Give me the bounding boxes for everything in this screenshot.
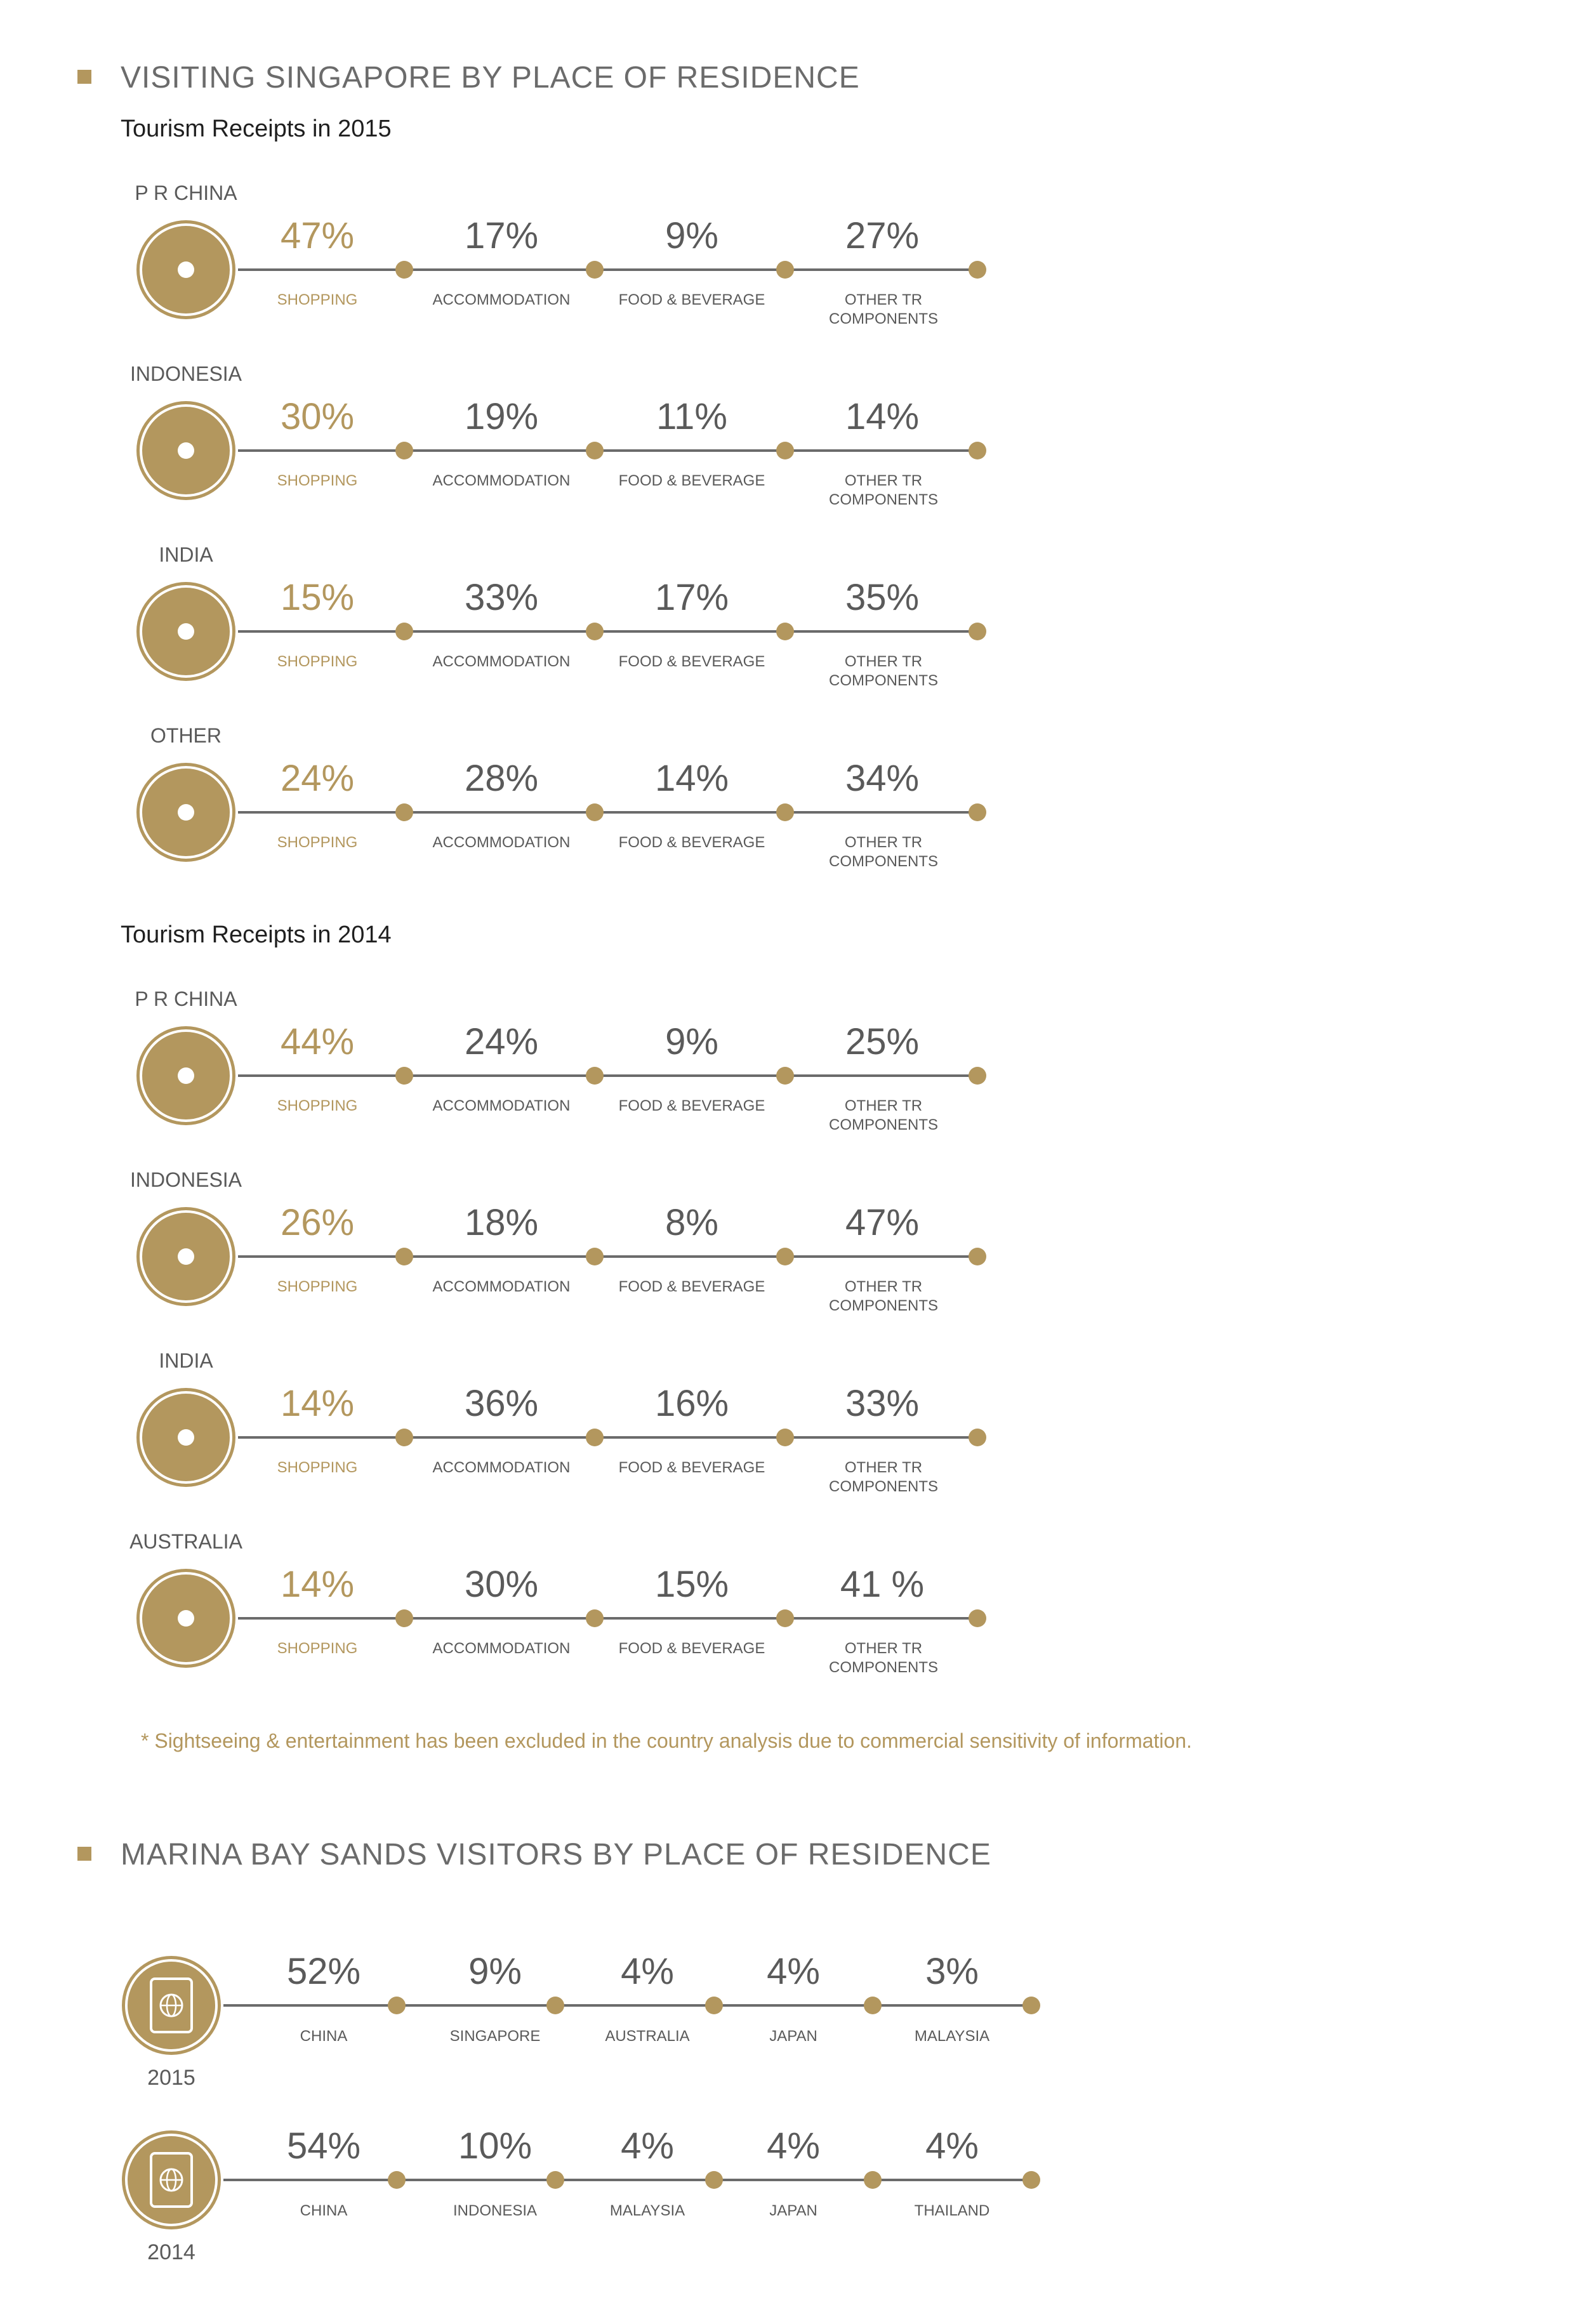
mbs-2014-category-3: MALAYSIA xyxy=(609,2202,685,2219)
chart1-australia-category-4-line-2: COMPONENTS xyxy=(828,1659,939,1676)
chart0-p-r-china-category-3: FOOD & BEVERAGE xyxy=(618,291,765,308)
chart0-indonesia-category-2: ACCOMMODATION xyxy=(432,472,571,489)
mbs-2015-year-label: 2015 xyxy=(147,2066,195,2090)
chart0-other-dot-3 xyxy=(776,803,794,821)
chart1-p-r-china-category-2: ACCOMMODATION xyxy=(432,1097,571,1114)
chart1-p-r-china-dot-4 xyxy=(969,1067,986,1085)
chart0-p-r-china-dot-3 xyxy=(776,261,794,279)
chart0-indonesia-dot-4 xyxy=(969,442,986,459)
chart1-p-r-china-category-1: SHOPPING xyxy=(277,1097,358,1114)
chart0-india-value-4: 35% xyxy=(845,577,920,618)
mbs-2015-category-2: SINGAPORE xyxy=(449,2028,541,2045)
chart0-india-category-2: ACCOMMODATION xyxy=(432,653,571,670)
chart0-indonesia-value-3: 11% xyxy=(656,396,727,437)
chart0-indonesia-category-4-line-2: COMPONENTS xyxy=(828,491,939,508)
chart1-p-r-china-dot-3 xyxy=(776,1067,794,1085)
chart0-p-r-china-dot-4 xyxy=(969,261,986,279)
chart0-other-dot-2 xyxy=(586,803,604,821)
mbs-2014-value-2: 10% xyxy=(458,2125,532,2167)
chart1-indonesia-value-2: 18% xyxy=(464,1202,539,1243)
chart1-india-value-2: 36% xyxy=(464,1383,539,1424)
chart0-other-value-1: 24% xyxy=(280,758,355,799)
chart0-india-category-4-line-2: COMPONENTS xyxy=(828,672,939,689)
mbs-2014-value-1: 54% xyxy=(286,2125,361,2167)
chart1-australia-dot-4 xyxy=(969,1609,986,1627)
chart1-australia-value-4: 41 % xyxy=(840,1564,925,1605)
chart0-india-category-1: SHOPPING xyxy=(277,653,358,670)
chart1-india-category-4-line-1: OTHER TR xyxy=(844,1459,923,1476)
mbs-2015-dot-5 xyxy=(1022,1997,1040,2014)
chart1-indonesia-dot-2 xyxy=(586,1248,604,1265)
chart1-india-dot-2 xyxy=(586,1429,604,1446)
mbs-2015-value-4: 4% xyxy=(767,1951,820,1992)
chart1-p-r-china-value-3: 9% xyxy=(665,1021,718,1062)
mbs-2014-category-1: CHINA xyxy=(300,2202,348,2219)
chart1-india-category-3: FOOD & BEVERAGE xyxy=(618,1459,765,1476)
chart1-p-r-china-dot-2 xyxy=(586,1067,604,1085)
mbs-2015-dot-1 xyxy=(388,1997,406,2014)
mbs-2014-dot-3 xyxy=(705,2171,723,2189)
chart0-india-dot-4 xyxy=(969,623,986,640)
mbs-2014-value-3: 4% xyxy=(621,2125,674,2167)
chart0-india-value-1: 15% xyxy=(280,577,355,618)
chart1-australia-dot-2 xyxy=(586,1609,604,1627)
mbs-2014-dot-1 xyxy=(388,2171,406,2189)
mbs-2014-year-label: 2014 xyxy=(147,2240,195,2264)
chart1-indonesia-category-4-line-1: OTHER TR xyxy=(844,1278,923,1295)
chart1-australia-circle-center xyxy=(178,1610,194,1627)
chart0-other-dot-4 xyxy=(969,803,986,821)
chart0-indonesia-category-1: SHOPPING xyxy=(277,472,358,489)
chart1-indonesia-value-1: 26% xyxy=(280,1202,355,1243)
mbs-2014-category-5: THAILAND xyxy=(914,2202,990,2219)
chart0-p-r-china-category-4-line-1: OTHER TR xyxy=(844,291,923,308)
chart1-p-r-china-value-1: 44% xyxy=(280,1021,355,1062)
chart1-australia-country-label: AUSTRALIA xyxy=(129,1530,242,1553)
chart1-australia-category-1: SHOPPING xyxy=(277,1640,358,1657)
chart1-p-r-china-country-label: P R CHINA xyxy=(135,987,237,1010)
chart0-other-dot-1 xyxy=(395,803,413,821)
chart0-india-value-3: 17% xyxy=(654,577,729,618)
chart1-indonesia-value-3: 8% xyxy=(665,1202,718,1243)
chart0-indonesia-category-3: FOOD & BEVERAGE xyxy=(618,472,765,489)
chart1-india-country-label: INDIA xyxy=(159,1349,213,1372)
chart1-p-r-china-value-2: 24% xyxy=(464,1021,539,1062)
chart0-indonesia-category-4-line-1: OTHER TR xyxy=(844,472,923,489)
chart1-india-category-1: SHOPPING xyxy=(277,1459,358,1476)
subtitle-2014: Tourism Receipts in 2014 xyxy=(121,921,392,948)
chart1-indonesia-circle-center xyxy=(178,1248,194,1265)
mbs-2014-value-4: 4% xyxy=(767,2125,820,2167)
chart0-india-dot-2 xyxy=(586,623,604,640)
chart0-indonesia-circle-center xyxy=(178,442,194,459)
chart0-p-r-china-country-label: P R CHINA xyxy=(135,182,237,204)
chart1-p-r-china-category-4-line-1: OTHER TR xyxy=(844,1097,923,1114)
chart0-other-value-2: 28% xyxy=(464,758,539,799)
chart0-other-category-4-line-1: OTHER TR xyxy=(844,834,923,851)
chart0-p-r-china-category-4-line-2: COMPONENTS xyxy=(828,310,939,327)
mbs-2015-category-4: JAPAN xyxy=(769,2028,817,2045)
chart1-india-circle-center xyxy=(178,1429,194,1446)
mbs-2015-value-5: 3% xyxy=(925,1951,979,1992)
chart0-india-dot-1 xyxy=(395,623,413,640)
chart1-india-dot-4 xyxy=(969,1429,986,1446)
chart1-p-r-china-circle-center xyxy=(178,1067,194,1084)
chart0-india-circle-center xyxy=(178,623,194,640)
chart1-indonesia-category-1: SHOPPING xyxy=(277,1278,358,1295)
chart0-other-value-3: 14% xyxy=(654,758,729,799)
mbs-2015-category-1: CHINA xyxy=(300,2028,348,2045)
mbs-2014-dot-5 xyxy=(1022,2171,1040,2189)
chart1-indonesia-category-3: FOOD & BEVERAGE xyxy=(618,1278,765,1295)
footnote: * Sightseeing & entertainment has been excluded in the country analysis due to commercial sensitivity of information. xyxy=(141,1729,1192,1752)
chart1-indonesia-category-2: ACCOMMODATION xyxy=(432,1278,571,1295)
chart1-australia-value-3: 15% xyxy=(654,1564,729,1605)
chart0-india-category-3: FOOD & BEVERAGE xyxy=(618,653,765,670)
mbs-2015-dot-2 xyxy=(546,1997,564,2014)
chart1-p-r-china-dot-1 xyxy=(395,1067,413,1085)
mbs-2014-category-4: JAPAN xyxy=(769,2202,817,2219)
chart0-other-country-label: OTHER xyxy=(150,724,222,747)
chart0-india-dot-3 xyxy=(776,623,794,640)
chart0-p-r-china-value-2: 17% xyxy=(464,215,539,256)
section-title-residence: VISITING SINGAPORE BY PLACE OF RESIDENCE xyxy=(121,61,860,95)
chart1-australia-dot-3 xyxy=(776,1609,794,1627)
chart0-india-value-2: 33% xyxy=(464,577,539,618)
chart1-india-dot-3 xyxy=(776,1429,794,1446)
chart0-p-r-china-category-2: ACCOMMODATION xyxy=(432,291,571,308)
chart1-australia-value-2: 30% xyxy=(464,1564,539,1605)
mbs-2014-value-5: 4% xyxy=(925,2125,979,2167)
mbs-2015-dot-3 xyxy=(705,1997,723,2014)
chart0-indonesia-value-1: 30% xyxy=(280,396,355,437)
chart0-p-r-china-dot-2 xyxy=(586,261,604,279)
chart0-indonesia-dot-1 xyxy=(395,442,413,459)
chart1-india-category-2: ACCOMMODATION xyxy=(432,1459,571,1476)
chart1-australia-value-1: 14% xyxy=(280,1564,355,1605)
mbs-2014-dot-2 xyxy=(546,2171,564,2189)
chart0-other-category-1: SHOPPING xyxy=(277,834,358,851)
chart0-p-r-china-dot-1 xyxy=(395,261,413,279)
chart0-indonesia-country-label: INDONESIA xyxy=(129,362,242,385)
chart0-indonesia-dot-3 xyxy=(776,442,794,459)
chart0-other-category-2: ACCOMMODATION xyxy=(432,834,571,851)
chart0-p-r-china-circle-center xyxy=(178,261,194,278)
chart0-p-r-china-value-3: 9% xyxy=(665,215,718,256)
chart0-indonesia-value-4: 14% xyxy=(845,396,920,437)
mbs-2014-dot-4 xyxy=(864,2171,882,2189)
chart0-indonesia-value-2: 19% xyxy=(464,396,539,437)
mbs-2015-value-3: 4% xyxy=(621,1951,674,1992)
chart1-australia-category-4-line-1: OTHER TR xyxy=(844,1640,923,1657)
chart1-australia-dot-1 xyxy=(395,1609,413,1627)
chart0-india-country-label: INDIA xyxy=(159,543,213,566)
chart1-india-category-4-line-2: COMPONENTS xyxy=(828,1478,939,1495)
chart1-p-r-china-category-3: FOOD & BEVERAGE xyxy=(618,1097,765,1114)
mbs-2015-dot-4 xyxy=(864,1997,882,2014)
chart0-india-category-4-line-1: OTHER TR xyxy=(844,653,923,670)
chart0-p-r-china-value-1: 47% xyxy=(280,215,355,256)
chart1-india-value-4: 33% xyxy=(845,1383,920,1424)
chart1-india-dot-1 xyxy=(395,1429,413,1446)
chart1-indonesia-dot-3 xyxy=(776,1248,794,1265)
chart1-australia-category-2: ACCOMMODATION xyxy=(432,1640,571,1657)
chart1-p-r-china-value-4: 25% xyxy=(845,1021,920,1062)
chart0-other-category-3: FOOD & BEVERAGE xyxy=(618,834,765,851)
mbs-2014-category-2: INDONESIA xyxy=(453,2202,538,2219)
chart1-india-value-3: 16% xyxy=(654,1383,729,1424)
chart1-indonesia-category-4-line-2: COMPONENTS xyxy=(828,1297,939,1314)
chart1-indonesia-dot-1 xyxy=(395,1248,413,1265)
chart1-indonesia-country-label: INDONESIA xyxy=(129,1168,242,1191)
chart0-p-r-china-category-1: SHOPPING xyxy=(277,291,358,308)
chart0-other-circle-center xyxy=(178,804,194,821)
section-title-mbs: MARINA BAY SANDS VISITORS BY PLACE OF RESIDENCE xyxy=(121,1838,991,1872)
mbs-2015-value-1: 52% xyxy=(286,1951,361,1992)
subtitle-2015: Tourism Receipts in 2015 xyxy=(121,116,392,142)
mbs-2015-value-2: 9% xyxy=(468,1951,522,1992)
mbs-2015-category-5: MALAYSIA xyxy=(914,2028,990,2045)
chart1-indonesia-value-4: 47% xyxy=(845,1202,920,1243)
mbs-2015-category-3: AUSTRALIA xyxy=(605,2028,690,2045)
chart1-australia-category-3: FOOD & BEVERAGE xyxy=(618,1640,765,1657)
chart0-other-value-4: 34% xyxy=(845,758,920,799)
chart1-p-r-china-category-4-line-2: COMPONENTS xyxy=(828,1116,939,1133)
chart1-indonesia-dot-4 xyxy=(969,1248,986,1265)
chart0-indonesia-dot-2 xyxy=(586,442,604,459)
chart0-other-category-4-line-2: COMPONENTS xyxy=(828,853,939,870)
chart1-india-value-1: 14% xyxy=(280,1383,355,1424)
chart0-p-r-china-value-4: 27% xyxy=(845,215,920,256)
